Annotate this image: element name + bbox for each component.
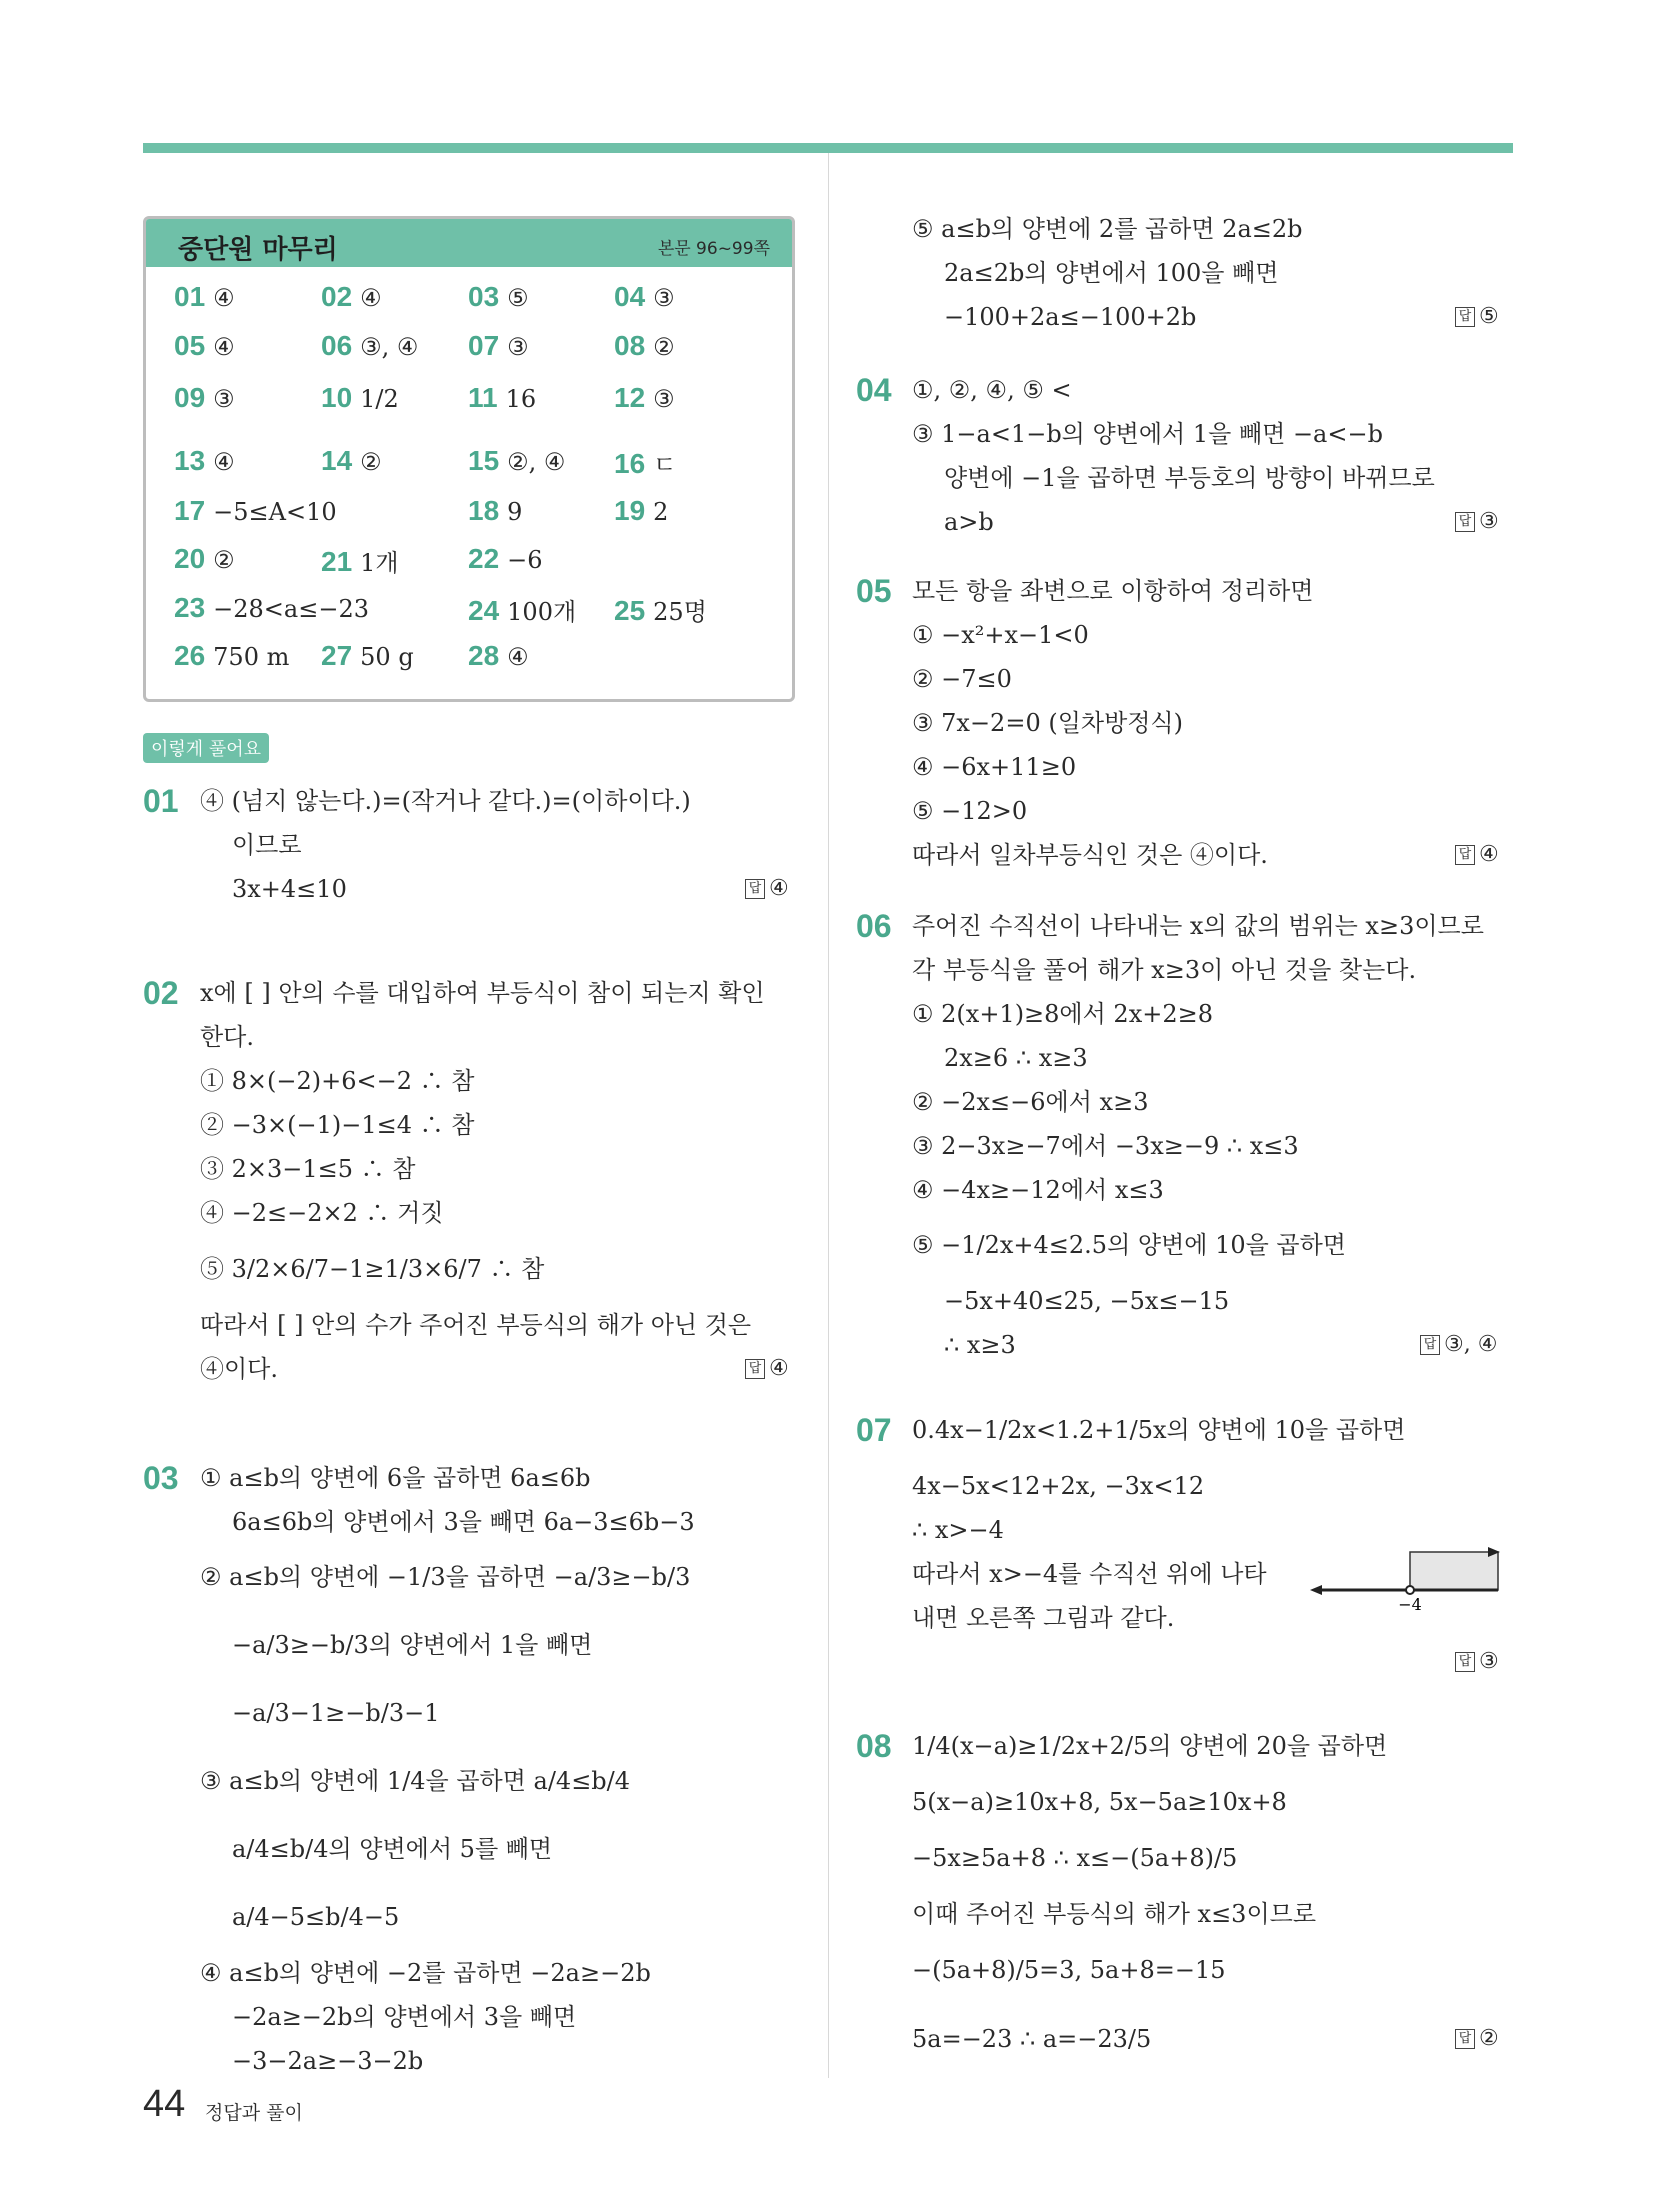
answer-value: −6	[507, 546, 543, 574]
answer-item	[614, 495, 668, 527]
q04-line: ①, ②, ④, ⑤ <	[912, 376, 1072, 404]
q04-answer: 답 ③	[1455, 509, 1499, 534]
q03-line: −3−2a≥−3−2b	[232, 2047, 424, 2075]
q05-line: ④ −6x+11≥0	[912, 753, 1077, 781]
answer-value: 750 m	[213, 643, 290, 671]
q08-line: −5x≥5a+8 ∴ x≤−(5a+8)/5	[912, 1844, 1238, 1872]
q08-line: 이때 주어진 부등식의 해가 x≤3이므로	[912, 1900, 1317, 1928]
q04-line: ③ 1−a<1−b의 양변에서 1을 빼면 −a<−b	[912, 420, 1383, 448]
answer-item	[174, 382, 235, 414]
answer-item	[174, 543, 235, 575]
answer-value: 16	[505, 385, 537, 413]
answer-value: 2	[653, 498, 669, 526]
answer-item	[614, 330, 675, 362]
number-line-open-point	[1406, 1586, 1414, 1594]
number-line-label: −4	[1398, 1595, 1422, 1612]
answer-number: 07	[468, 330, 500, 361]
answer-number: 24	[468, 595, 500, 626]
answer-item	[321, 330, 418, 362]
answer-item	[321, 445, 382, 477]
answer-number: 16	[614, 448, 646, 479]
q02-line: 따라서 [ ] 안의 수가 주어진 부등식의 해가 아닌 것은	[200, 1311, 752, 1339]
answer-value: ㄷ	[653, 451, 677, 479]
answer-value: 25명	[653, 598, 707, 626]
answer-item	[321, 640, 414, 672]
q03-line: 2a≤2b의 양변에서 100을 빼면	[944, 259, 1279, 287]
answer-item	[174, 281, 235, 313]
answer-value: ④	[360, 284, 382, 312]
answer-number: 25	[614, 595, 646, 626]
q04-line: a>b	[944, 508, 994, 536]
answer-value: ③	[213, 385, 235, 413]
q03-line: −2a≥−2b의 양변에서 3을 빼면	[232, 2003, 577, 2031]
q08-line: 5a=−23 ∴ a=−23/5	[912, 2025, 1152, 2053]
q08-answer: 답 ②	[1455, 2026, 1499, 2051]
q01-answer: 답 ④	[745, 876, 789, 901]
answer-value: −28<a≤−23	[213, 595, 369, 623]
answer-number: 15	[468, 445, 500, 476]
answer-value: 100개	[507, 598, 577, 626]
answer-item	[468, 592, 576, 627]
q02-line: ④이다.	[200, 1355, 278, 1383]
q05-line: ③ 7x−2=0 (일차방정식)	[912, 709, 1183, 737]
answer-number: 10	[321, 382, 353, 413]
q06-line: ∴ x≥3	[944, 1331, 1016, 1359]
q06-number: 06	[856, 908, 892, 944]
q02-line: ③ 2×3−1≤5 ∴ 참	[200, 1155, 416, 1183]
answer-number: 04	[614, 281, 646, 312]
answer-value: ③, ④	[360, 333, 419, 361]
answer-item	[468, 382, 536, 414]
answer-number: 17	[174, 495, 206, 526]
q07-line: ∴ x>−4	[912, 1516, 1004, 1544]
q01-line: 3x+4≤10	[232, 875, 347, 903]
q03-line: −a/3≥−b/3의 양변에서 1을 빼면	[232, 1631, 593, 1659]
answer-value: ②	[653, 333, 675, 361]
summary-header	[146, 219, 792, 267]
answer-number: 06	[321, 330, 353, 361]
answer-value: ③	[653, 385, 675, 413]
q05-answer: 답 ④	[1455, 842, 1499, 867]
q03-line: ⑤ a≤b의 양변에 2를 곱하면 2a≤2b	[912, 215, 1303, 243]
q01-line: 이므로	[232, 831, 302, 859]
answer-item	[468, 445, 565, 477]
answer-number: 21	[321, 546, 353, 577]
answer-item	[614, 445, 676, 480]
q02-line: 한다.	[200, 1023, 254, 1051]
q06-line: ① 2(x+1)≥8에서 2x+2≥8	[912, 1000, 1213, 1028]
answer-number: 20	[174, 543, 206, 574]
top-accent-bar	[143, 143, 1513, 153]
q03-line: ④ a≤b의 양변에 −2를 곱하면 −2a≥−2b	[200, 1959, 651, 1987]
answer-number: 08	[614, 330, 646, 361]
answer-item	[174, 495, 337, 527]
answer-value: ③	[653, 284, 675, 312]
answer-number: 03	[468, 281, 500, 312]
q06-line: 주어진 수직선이 나타내는 x의 값의 범위는 x≥3이므로	[912, 912, 1484, 940]
answer-value: ②	[213, 546, 235, 574]
summary-title: 중단원 마무리	[178, 235, 338, 265]
q03-line: ① a≤b의 양변에 6을 곱하면 6a≤6b	[200, 1464, 591, 1492]
answer-item	[614, 592, 707, 627]
number-line-shade	[1410, 1552, 1498, 1590]
answer-value: 50 g	[360, 643, 414, 671]
q05-line: 모든 항을 좌변으로 이항하여 정리하면	[912, 577, 1314, 605]
answer-number: 11	[468, 382, 498, 413]
answer-value: −5≤A<10	[213, 498, 337, 526]
q06-line: ② −2x≤−6에서 x≥3	[912, 1088, 1149, 1116]
answer-item	[174, 330, 235, 362]
q07-number: 07	[856, 1412, 892, 1448]
answer-item	[174, 592, 369, 624]
answer-value: 9	[507, 498, 523, 526]
q03-line: a/4≤b/4의 양변에서 5를 빼면	[232, 1835, 553, 1863]
q05-number: 05	[856, 573, 892, 609]
q03-line: ② a≤b의 양변에 −1/3을 곱하면 −a/3≥−b/3	[200, 1563, 691, 1591]
q02-line: x에 [ ] 안의 수를 대입하여 부등식이 참이 되는지 확인	[200, 979, 765, 1007]
q08-line: 5(x−a)≥10x+8, 5x−5a≥10x+8	[912, 1788, 1287, 1816]
number-line-left-arrow	[1310, 1585, 1322, 1595]
answer-value: ④	[213, 448, 235, 476]
q04-line: 양변에 −1을 곱하면 부등호의 방향이 바뀌므로	[944, 464, 1435, 492]
answer-value: ②	[360, 448, 382, 476]
answer-value: 1/2	[360, 385, 399, 413]
q08-line: −(5a+8)/5=3, 5a+8=−15	[912, 1956, 1226, 1984]
answer-number: 23	[174, 592, 206, 623]
answer-value: ③	[507, 333, 529, 361]
footer-label: 정답과 풀이	[205, 2102, 303, 2124]
solution-badge: 이렇게 풀어요	[143, 733, 269, 763]
summary-box	[143, 216, 795, 702]
q03-number: 03	[143, 1460, 179, 1496]
answer-number: 22	[468, 543, 500, 574]
q07-line: 0.4x−1/2x<1.2+1/5x의 양변에 10을 곱하면	[912, 1416, 1406, 1444]
answer-value: ④	[213, 333, 235, 361]
q07-answer: 답 ③	[1455, 1649, 1499, 1674]
answer-number: 02	[321, 281, 353, 312]
answer-value: ④	[213, 284, 235, 312]
q03-line: a/4−5≤b/4−5	[232, 1903, 400, 1931]
answer-value: ②, ④	[507, 448, 566, 476]
answer-number: 14	[321, 445, 353, 476]
q06-line: 2x≥6 ∴ x≥3	[944, 1044, 1088, 1072]
number-line	[1310, 1542, 1500, 1612]
answer-item	[174, 445, 235, 477]
q03-line: −100+2a≤−100+2b	[944, 303, 1197, 331]
q02-line: ② −3×(−1)−1≤4 ∴ 참	[200, 1111, 475, 1139]
answer-number: 26	[174, 640, 206, 671]
q03-line: −a/3−1≥−b/3−1	[232, 1699, 440, 1727]
q02-line: ① 8×(−2)+6<−2 ∴ 참	[200, 1067, 475, 1095]
q05-line: 따라서 일차부등식인 것은 ④이다.	[912, 841, 1268, 869]
q06-line: ④ −4x≥−12에서 x≤3	[912, 1176, 1164, 1204]
answer-item	[321, 281, 382, 313]
answer-number: 13	[174, 445, 206, 476]
q05-line: ⑤ −12>0	[912, 797, 1028, 825]
summary-pages: 본문 96~99쪽	[657, 239, 770, 259]
q06-line: ⑤ −1/2x+4≤2.5의 양변에 10을 곱하면	[912, 1231, 1346, 1259]
answer-item	[468, 640, 529, 672]
q07-line: 4x−5x<12+2x, −3x<12	[912, 1472, 1205, 1500]
page-number: 44	[143, 2083, 186, 2125]
q06-line: 각 부등식을 풀어 해가 x≥3이 아닌 것을 찾는다.	[912, 956, 1417, 984]
answer-value: 1개	[360, 549, 399, 577]
q07-line: 따라서 x>−4를 수직선 위에 나타	[912, 1560, 1267, 1588]
answer-item	[174, 640, 289, 672]
answer-item	[321, 382, 399, 414]
answer-number: 09	[174, 382, 206, 413]
answer-item	[468, 330, 529, 362]
q02-answer: 답 ④	[745, 1356, 789, 1381]
q03-line: 6a≤6b의 양변에서 3을 빼면 6a−3≤6b−3	[232, 1508, 695, 1536]
q05-line: ① −x²+x−1<0	[912, 621, 1089, 649]
column-divider	[828, 153, 829, 2078]
answer-number: 05	[174, 330, 206, 361]
q02-line: ⑤ 3/2×6/7−1≥1/3×6/7 ∴ 참	[200, 1255, 545, 1283]
q03-line: ③ a≤b의 양변에 1/4을 곱하면 a/4≤b/4	[200, 1767, 631, 1795]
answer-number: 18	[468, 495, 500, 526]
answer-item	[468, 543, 543, 575]
answer-value: ④	[507, 643, 529, 671]
q06-line: ③ 2−3x≥−7에서 −3x≥−9 ∴ x≤3	[912, 1132, 1299, 1160]
answer-number: 27	[321, 640, 353, 671]
q08-line: 1/4(x−a)≥1/2x+2/5의 양변에 20을 곱하면	[912, 1732, 1388, 1760]
answer-item	[468, 281, 529, 313]
answer-item	[468, 495, 522, 527]
q03-answer: 답 ⑤	[1455, 304, 1499, 329]
answer-number: 28	[468, 640, 500, 671]
q08-number: 08	[856, 1728, 892, 1764]
q02-line: ④ −2≤−2×2 ∴ 거짓	[200, 1199, 444, 1227]
q06-line: −5x+40≤25, −5x≤−15	[944, 1287, 1230, 1315]
q04-number: 04	[856, 372, 892, 408]
answer-item	[614, 382, 675, 414]
answer-number: 12	[614, 382, 646, 413]
answer-value: ⑤	[507, 284, 529, 312]
q02-number: 02	[143, 975, 179, 1011]
q05-line: ② −7≤0	[912, 665, 1012, 693]
q01-number: 01	[143, 783, 179, 819]
q07-line: 내면 오른쪽 그림과 같다.	[912, 1604, 1175, 1632]
answer-number: 01	[174, 281, 206, 312]
answer-item	[321, 543, 399, 578]
q06-answer: 답 ③, ④	[1420, 1332, 1497, 1357]
q01-line: ④ (넘지 않는다.)=(작거나 같다.)=(이하이다.)	[200, 787, 691, 815]
answer-number: 19	[614, 495, 646, 526]
answer-item	[614, 281, 675, 313]
